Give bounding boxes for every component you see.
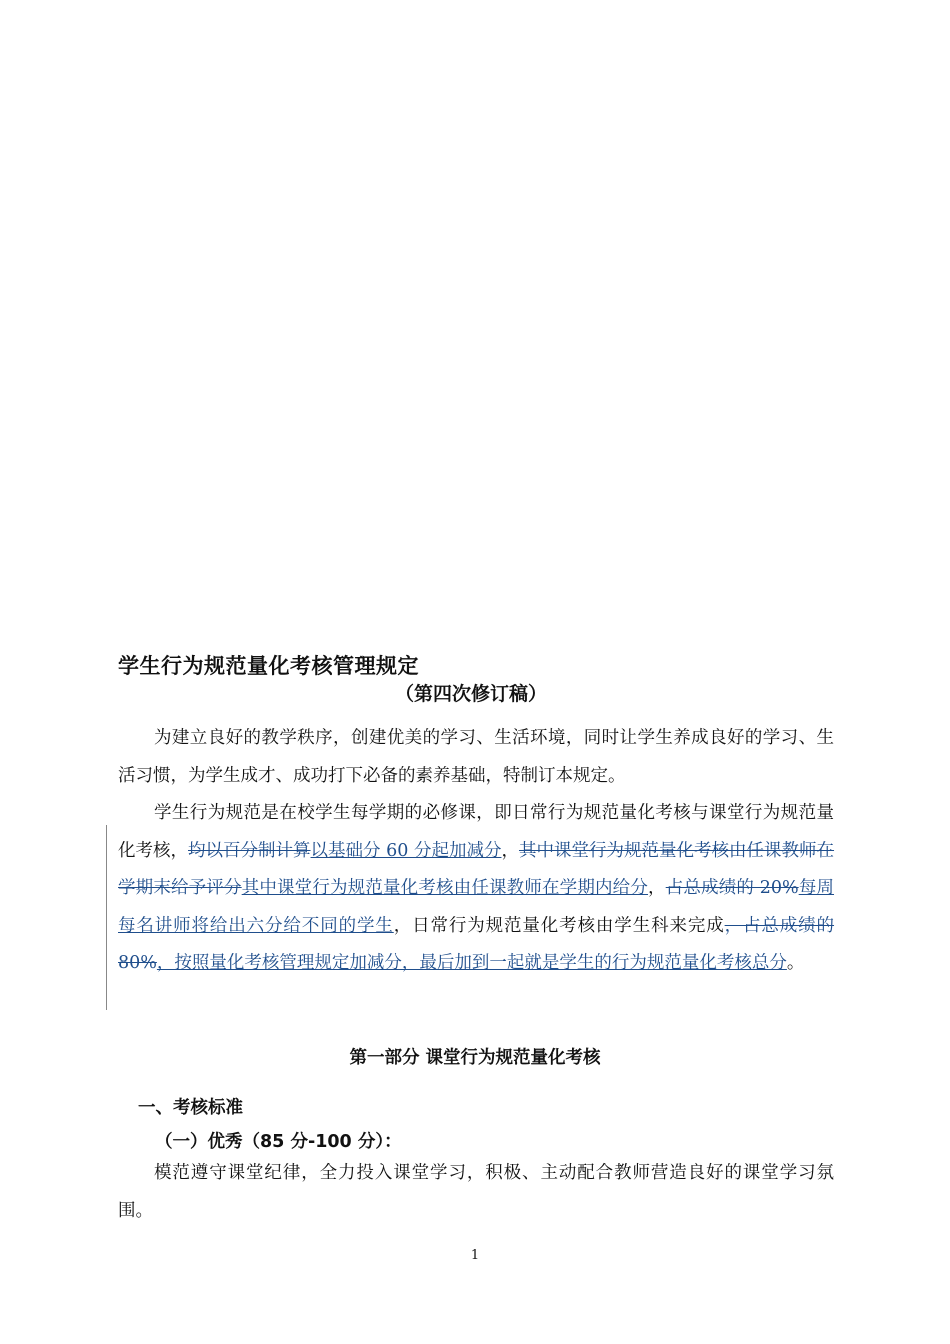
revision-change-bar	[106, 825, 107, 1010]
inserted-text: 每周每名讲师将给出六分给不同的学生	[118, 878, 835, 936]
deleted-text: ，占总成绩的 80%	[118, 915, 835, 973]
page-number: 1	[470, 1248, 480, 1263]
deleted-text: 占总成绩的 20%	[665, 878, 799, 898]
heading-excellent: （一）优秀（85 分-100 分）：	[155, 1132, 402, 1152]
inserted-text: 其中课堂行为规范量化考核由任课教师在学期内给分	[241, 878, 649, 898]
inserted-text: 以基础分 60 分起加减分	[310, 840, 502, 861]
paragraph-text: 学生行为规范是在校学生每学期的必修课，即日常行为规范量化考核与课堂行为规范量化考核，	[118, 803, 834, 861]
paragraph-text: 。	[786, 953, 805, 973]
deleted-text: 均以百分制计算	[188, 840, 311, 861]
revision-paragraph	[118, 795, 834, 983]
intro-paragraph: 为建立良好的教学秩序，创建优美的学习、生活环境，同时让学生养成良好的学习、生活习惯，为学生成才、成功打下必备的素养基础，特制订本规定。	[118, 728, 834, 786]
heading-assessment-standards: 一、考核标准	[138, 1098, 243, 1118]
paragraph-text: ，日常行为规范量化考核由学生科来完成	[393, 915, 725, 936]
document-subtitle: （第四次修订稿）	[395, 683, 548, 705]
paragraph-text: ，	[501, 840, 519, 861]
inserted-text: ，按照量化考核管理规定加减分，最后加到一起就是学生的行为规范量化考核总分	[156, 953, 787, 973]
document-title: 学生行为规范量化考核管理规定	[118, 654, 419, 678]
deleted-text: 其中课堂行为规范量化考核由任课教师在学期末给予评分	[118, 840, 835, 898]
section-title: 第一部分 课堂行为规范量化考核	[349, 1048, 601, 1068]
excellent-paragraph: 模范遵守课堂纪律，全力投入课堂学习，积极、主动配合教师营造良好的课堂学习氛围。	[118, 1163, 834, 1221]
paragraph-text: ，	[648, 878, 666, 898]
